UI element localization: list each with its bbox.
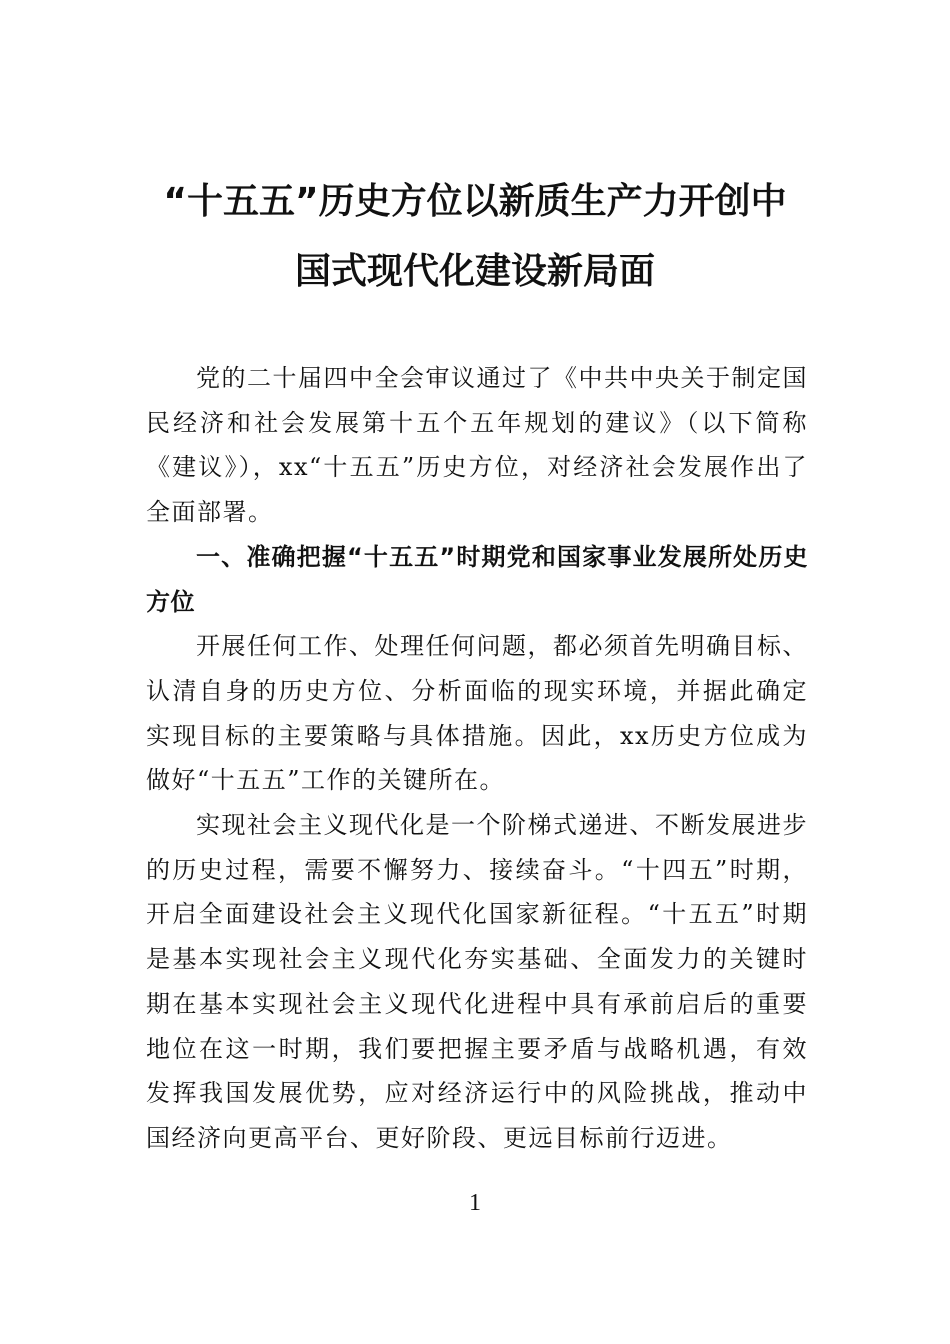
document-title-line-2: 国式现代化建设新局面 xyxy=(294,251,655,292)
document-title-line-1: “十五五”历史方位以新质生产力开创中 xyxy=(163,181,787,222)
body-paragraph-2: 实现社会主义现代化是一个阶梯式递进、不断发展进步的历史过程，需要不懈努力、接续奋斗。“十四五”时期，开启全面建设社会主义现代化国家新征程。“十五五”时期是基本实现社会主义现代化夯实基础、全面发力的关键时期在基本实现社会主义现代化进程中具有承前启后的重要地位在这一时期，我们要把握主要矛盾与战略机遇，有效发挥我国发展优势，应对经济运行中的风险挑战，推动中国经济向更高平台、更好阶段、更远目标前行迈进。 xyxy=(146,811,808,1152)
section-heading-1: 一、准确把握“十五五”时期党和国家事业发展所处历史方位 xyxy=(146,542,808,616)
document-body xyxy=(146,356,808,1161)
page-number: 1 xyxy=(469,1190,481,1216)
body-paragraph-1: 开展任何工作、处理任何问题，都必须首先明确目标、认清自身的历史方位、分析面临的现实环境，并据此确定实现目标的主要策略与具体措施。因此，xx历史方位成为做好“十五五”工作的关键所在。 xyxy=(146,632,808,795)
intro-paragraph: 党的二十届四中全会审议通过了《中共中央关于制定国民经济和社会发展第十五个五年规划的建议》（以下简称《建议》），xx“十五五”历史方位，对经济社会发展作出了全面部署。 xyxy=(146,364,808,527)
